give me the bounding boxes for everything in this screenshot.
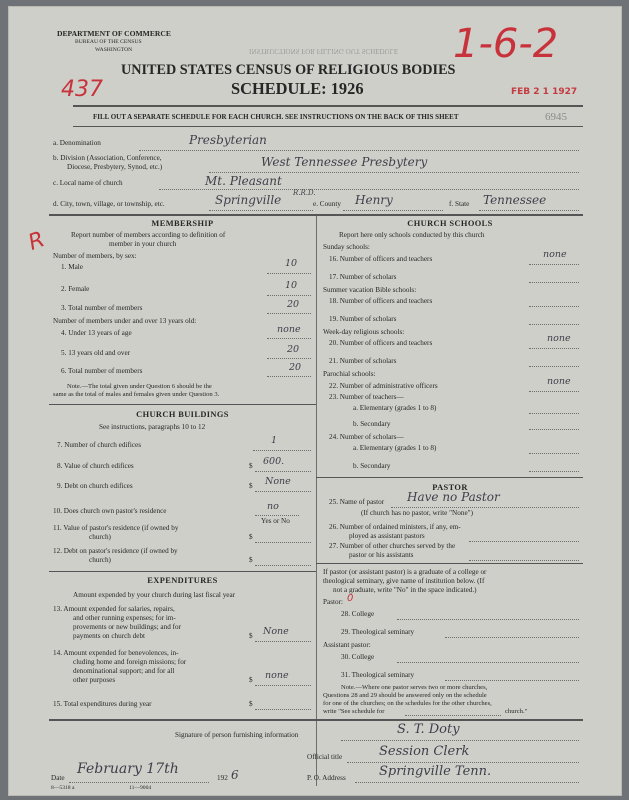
city-label: WASHINGTON [95, 47, 133, 53]
red-serial-number: 437 [61, 77, 103, 102]
q21-line [529, 366, 579, 367]
department-label: DEPARTMENT OF COMMERCE [57, 29, 171, 38]
q1-value: 10 [285, 258, 298, 269]
expenditures-rule [49, 571, 316, 572]
q24b-label: b. Secondary [353, 462, 391, 470]
q2-value: 10 [285, 280, 298, 291]
q12-label-line2: church) [89, 556, 111, 564]
q13-dollar: $ [249, 632, 253, 640]
signature-line [341, 740, 579, 741]
city-extra-note: R.R.D. [293, 189, 316, 197]
q5-value: 20 [287, 344, 300, 355]
form-number: 8—5318 a [51, 785, 75, 791]
q16-value: none [543, 249, 567, 260]
date-value: February 17th [77, 761, 179, 777]
expenditures-intro: Amount expended by your church during last fiscal year [73, 591, 236, 599]
parochial-schools-label: Parochial schools: [323, 370, 376, 378]
q30-line [397, 662, 579, 663]
q4-line [267, 338, 311, 339]
q11-line [255, 542, 311, 543]
po-address-line [355, 782, 579, 783]
received-date-stamp: FEB 2 1 1927 [511, 87, 578, 97]
q17-label: 17. Number of scholars [329, 273, 397, 281]
q23b-label: b. Secondary [353, 420, 391, 428]
q13-label-line2: and other running expenses; for im- [73, 614, 176, 622]
pastor-rule [316, 477, 583, 478]
q27-line [469, 560, 579, 561]
assistant-pastor-label: Assistant pastor: [323, 641, 371, 649]
q9-value: None [265, 476, 291, 487]
q26-label-line2: ployed as assistant pastors [349, 532, 425, 540]
q24b-line [529, 471, 579, 472]
q27-label-line1: 27. Number of other churches served by the [329, 542, 456, 550]
q9-line [255, 491, 311, 492]
q6-label: 6. Total number of members [61, 367, 143, 375]
q6-value: 20 [289, 362, 302, 373]
bureau-label: BUREAU OF THE CENSUS [75, 39, 142, 45]
q28-line [397, 619, 579, 620]
pastor-note-line2: Questions 28 and 29 should be answered only on the schedule [323, 692, 487, 699]
q11-label-line1: 11. Value of pastor's residence (if owned by [53, 524, 179, 532]
q23a-label: a. Elementary (grades 1 to 8) [353, 404, 437, 412]
q20-label: 20. Number of officers and teachers [329, 339, 433, 347]
q12-label-line1: 12. Debt on pastor's residence (if owned by [53, 547, 178, 555]
yes-no-hint: Yes or No [261, 517, 290, 525]
print-number: 11—9004 [129, 785, 152, 791]
q6-line [267, 376, 311, 377]
q5-label: 5. 13 years old and over [61, 349, 131, 357]
graduate-instruction-line1: If pastor (or assistant pastor) is a graduate of a college or [323, 568, 487, 576]
date-label: Date [51, 774, 65, 782]
date-line [69, 782, 209, 783]
q19-line [529, 324, 579, 325]
schools-intro: Report here only schools conducted by this church [339, 231, 485, 239]
year-prefix: 192 [217, 774, 228, 782]
official-title-line [347, 762, 579, 763]
q25-value: Have no Pastor [407, 490, 500, 504]
q31-line [445, 680, 579, 681]
q29-label: 29. Theological seminary [341, 628, 415, 636]
city-line [209, 210, 313, 211]
q4-label: 4. Under 13 years of age [61, 329, 132, 337]
q14-value: none [265, 670, 289, 681]
weekday-schools-label: Week-day religious schools: [323, 328, 405, 336]
q26-line [469, 541, 579, 542]
q24a-label: a. Elementary (grades 1 to 8) [353, 444, 437, 452]
city-value: Springville [215, 193, 282, 207]
q13-label-line4: payments on church debt [73, 632, 146, 640]
membership-intro-line2: member in your church [109, 240, 177, 248]
state-line [479, 210, 579, 211]
graduate-instruction-line3: not a graduate, write "No" in the space indicated.) [333, 586, 477, 594]
buildings-heading: CHURCH BUILDINGS [136, 410, 229, 419]
q13-value: None [263, 626, 289, 637]
q25-line [391, 507, 579, 508]
po-address-label: P. O. Address [307, 774, 346, 782]
q21-label: 21. Number of scholars [329, 357, 397, 365]
state-label: f. State [449, 200, 470, 208]
table-bottom-rule [49, 719, 583, 721]
schools-heading: CHURCH SCHOOLS [407, 219, 493, 228]
q15-line [255, 709, 311, 710]
pastor-sub-label: Pastor: [323, 598, 343, 606]
q8-line [255, 471, 311, 472]
year-suffix: 6 [231, 768, 239, 782]
pastor-note-line3: for one of the churches; on the schedules for the other churches, [323, 700, 492, 707]
graduate-instruction-line2: theological seminary, give name of institution below. (If [323, 577, 485, 585]
stamp-number: 6945 [545, 111, 567, 123]
q8-dollar: $ [249, 462, 253, 470]
pastor-heading: PASTOR [432, 483, 468, 492]
pastor-note-blank [405, 715, 501, 716]
q11-dollar: $ [249, 533, 253, 541]
q14-label-line1: 14. Amount expended for benevolences, in- [53, 649, 179, 657]
q22-line [529, 391, 579, 392]
q10-label: 10. Does church own pastor's residence [53, 507, 167, 515]
denomination-value: Presbyterian [189, 133, 267, 147]
instruction-text: FILL OUT A SEPARATE SCHEDULE FOR EACH CHURCH. SEE INSTRUCTIONS ON THE BACK OF THIS SHEET [93, 113, 459, 121]
buildings-rule [49, 404, 316, 405]
q3-line [267, 313, 311, 314]
q13-label-line1: 13. Amount expended for salaries, repairs, [53, 605, 175, 613]
header-rule [73, 105, 583, 107]
schedule-title: SCHEDULE: 1926 [231, 79, 364, 98]
denomination-line [139, 150, 579, 151]
division-value: West Tennessee Presbytery [261, 155, 428, 169]
q31-label: 31. Theological seminary [341, 671, 415, 679]
q15-dollar: $ [249, 700, 253, 708]
members-by-sex-label: Number of members, by sex: [53, 252, 137, 260]
q12-line [255, 565, 311, 566]
q28-label: 28. College [341, 610, 375, 618]
q8-label: 8. Value of church edifices [57, 462, 134, 470]
pastor-note-line4: write "See schedule for [323, 708, 385, 715]
q8-value: 600. [263, 456, 285, 467]
q4-value: none [277, 324, 301, 335]
state-value: Tennessee [483, 193, 547, 207]
membership-heading: MEMBERSHIP [151, 219, 214, 228]
q27-label-line2: pastor or his assistants [349, 551, 414, 559]
q3-label: 3. Total number of members [61, 304, 143, 312]
q24a-line [529, 453, 579, 454]
local-name-value: Mt. Pleasant [205, 174, 282, 188]
q9-dollar: $ [249, 482, 253, 490]
q25-hint: (If church has no pastor, write "None") [361, 509, 473, 517]
division-label-line1: b. Division (Association, Conference, [53, 154, 162, 162]
census-schedule-sheet [8, 6, 622, 796]
official-title-label: Official title [307, 753, 343, 761]
membership-note-line2: same as the total of males and females given under Question 3. [53, 391, 220, 398]
signature-value: S. T. Doty [397, 722, 460, 737]
q20-line [529, 348, 579, 349]
q14-label-line2: cluding home and foreign missions; for [73, 658, 187, 666]
local-name-line [159, 189, 579, 190]
county-line [343, 210, 443, 211]
red-file-code: 1-6-2 [453, 21, 559, 67]
q13-label-line3: provements or new buildings; and for [73, 623, 181, 631]
instruction-rule [73, 126, 583, 127]
membership-intro-line1: Report number of members according to definition of [71, 231, 226, 239]
q1-label: 1. Male [61, 263, 83, 271]
q23a-line [529, 413, 579, 414]
bleed-through-text: INSTRUCTIONS FOR FILLING OUT SCHEDULE [249, 47, 399, 55]
q16-label: 16. Number of officers and teachers [329, 255, 433, 263]
q23-label: 23. Number of teachers— [329, 393, 404, 401]
division-label-line2: Diocese, Presbytery, Synod, etc.) [67, 163, 163, 171]
q22-value: none [547, 376, 571, 387]
q12-dollar: $ [249, 556, 253, 564]
q2-line [267, 295, 311, 296]
column-divider [316, 216, 317, 786]
membership-note-line1: Note.—The total given under Question 6 should be the [67, 383, 212, 390]
q14-label-line4: other purposes [73, 676, 116, 684]
members-by-age-label: Number of members under and over 13 years old: [53, 317, 197, 325]
county-value: Henry [355, 193, 393, 207]
q24-label: 24. Number of scholars— [329, 433, 404, 441]
q17-line [529, 282, 579, 283]
sunday-schools-label: Sunday schools: [323, 243, 370, 251]
county-label: e. County [313, 200, 341, 208]
q25-label: 25. Name of pastor [329, 498, 385, 506]
pastor-note-line5: church." [505, 708, 528, 715]
po-address-value: Springville Tenn. [379, 764, 492, 779]
q10-value: no [267, 501, 279, 512]
q13-line [255, 641, 311, 642]
q15-label: 15. Total expenditures during year [53, 700, 152, 708]
q3-value: 20 [287, 299, 300, 310]
denomination-label: a. Denomination [53, 139, 101, 147]
pastor-sub-value: 0 [347, 593, 354, 604]
expenditures-heading: EXPENDITURES [147, 576, 218, 585]
buildings-intro: See instructions, paragraphs 10 to 12 [99, 423, 206, 431]
local-name-label: c. Local name of church [53, 179, 123, 187]
vacation-schools-label: Summer vacation Bible schools: [323, 286, 417, 294]
q10-line [255, 515, 299, 516]
q18-line [529, 306, 579, 307]
division-line [209, 172, 579, 173]
q26-label-line1: 26. Number of ordained ministers, if any, em- [329, 523, 461, 531]
q19-label: 19. Number of scholars [329, 315, 397, 323]
q14-label-line3: denominational support; and for all [73, 667, 175, 675]
q7-value: 1 [271, 435, 278, 446]
q30-label: 30. College [341, 653, 375, 661]
q9-label: 9. Debt on church edifices [57, 482, 133, 490]
q29-line [445, 637, 579, 638]
q23b-line [529, 429, 579, 430]
q2-label: 2. Female [61, 285, 90, 293]
q14-line [255, 685, 311, 686]
q20-value: none [547, 333, 571, 344]
q11-label-line2: church) [89, 533, 111, 541]
red-margin-letter: R [25, 227, 49, 256]
q1-line [267, 273, 311, 274]
graduate-rule [316, 563, 583, 564]
document-title: UNITED STATES CENSUS OF RELIGIOUS BODIES [121, 62, 456, 78]
pastor-note-line1: Note.—Where one pastor serves two or more churches, [341, 684, 488, 691]
q22-label: 22. Number of administrative officers [329, 382, 438, 390]
q16-line [529, 264, 579, 265]
q7-label: 7. Number of church edifices [57, 441, 142, 449]
signature-label: Signature of person furnishing information [175, 731, 299, 739]
q18-label: 18. Number of officers and teachers [329, 297, 433, 305]
q5-line [267, 358, 311, 359]
q7-line [253, 450, 311, 451]
official-title-value: Session Clerk [379, 744, 470, 759]
q14-dollar: $ [249, 676, 253, 684]
city-label: d. City, town, village, or township, etc. [53, 200, 165, 208]
